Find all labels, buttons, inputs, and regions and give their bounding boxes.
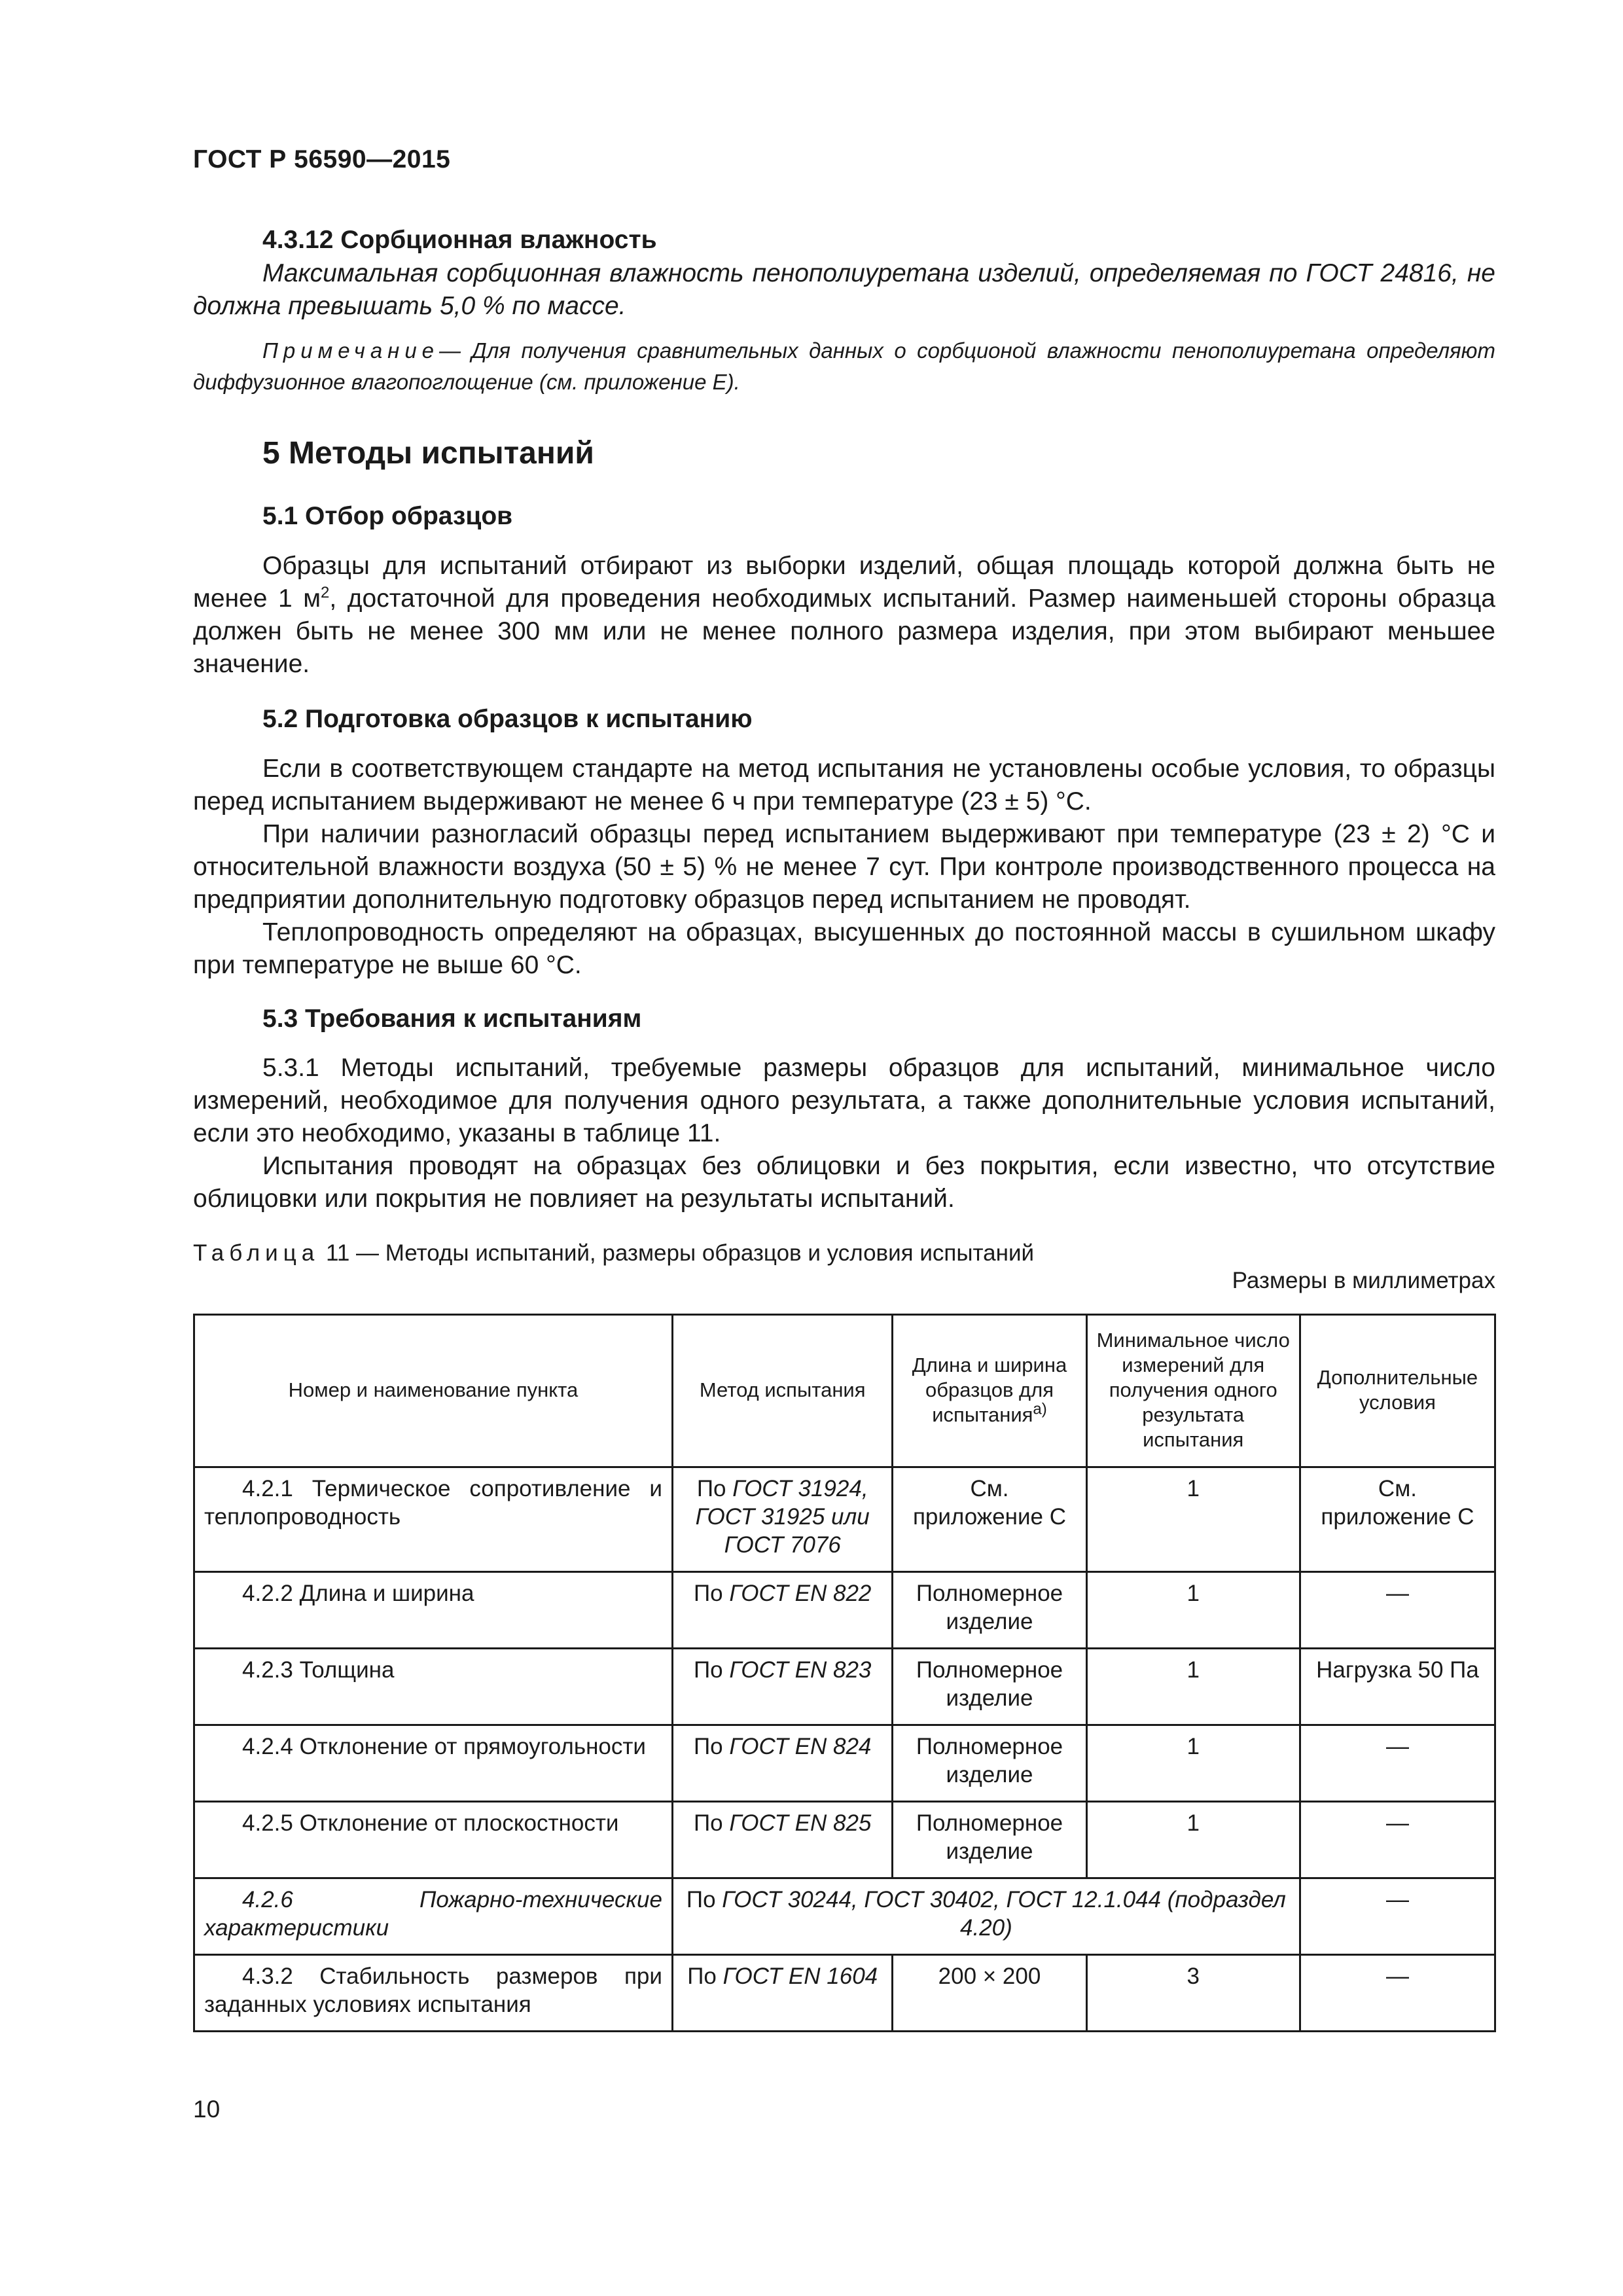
document-code-header: ГОСТ Р 56590—2015 bbox=[193, 145, 451, 173]
row-name-text: 4.2.1 Термическое сопротивление и теплопроводность bbox=[204, 1476, 662, 1530]
row-name-text: 4.3.2 Стабильность размеров при заданных условиях испытания bbox=[204, 1964, 662, 2017]
section-5-3-p2-text: Испытания проводят на образцах без облицовки и без покрытия, если известно, что отсутствие облицовки или покрытия не повлияет на результаты испытаний. bbox=[193, 1152, 1495, 1213]
section-5-2-p2-text: При наличии разногласий образцы перед испытанием выдерживают при температуре (23 ± 2) °С и относительной влажности воздуха (50 ± 5) % не менее 7 сут. При контроле производственного процесса на предприятии дополнительную подготовку образцов перед испытанием не проводят. bbox=[193, 820, 1495, 914]
header-size-footnote: а) bbox=[1033, 1400, 1047, 1418]
header-count: Минимальное число измерений для получения одного результата испытания bbox=[1086, 1315, 1300, 1467]
row-size: Полномерное изделие bbox=[893, 1802, 1086, 1878]
row-name bbox=[194, 1649, 673, 1725]
row-conditions: — bbox=[1300, 1572, 1495, 1649]
row-method-ref: ГОСТ EN 825 bbox=[729, 1810, 872, 1836]
row-name bbox=[194, 1955, 673, 2032]
row-method-ref: ГОСТ 31924, ГОСТ 31925 или ГОСТ 7076 bbox=[695, 1476, 870, 1558]
section-5-2-paragraph-1 bbox=[193, 753, 1495, 818]
section-5-2-paragraph-2 bbox=[193, 818, 1495, 916]
row-method-prefix: По bbox=[693, 1734, 730, 1759]
row-conditions: Нагрузка 50 Па bbox=[1300, 1649, 1495, 1725]
superscript-2: 2 bbox=[321, 584, 330, 601]
row-method-prefix: По bbox=[693, 1581, 730, 1606]
row-method-ref: ГОСТ EN 1604 bbox=[722, 1964, 878, 1989]
row-count: 1 bbox=[1086, 1802, 1300, 1878]
row-size: Полномерное изделие bbox=[893, 1725, 1086, 1802]
table-row bbox=[194, 1955, 1495, 2032]
table-units: Размеры в миллиметрах bbox=[1232, 1268, 1495, 1293]
row-name-text: 4.2.3 Толщина bbox=[242, 1657, 395, 1683]
row-count: 1 bbox=[1086, 1467, 1300, 1572]
row-name-text: 4.2.2 Длина и ширина bbox=[242, 1581, 474, 1606]
row-name bbox=[194, 1467, 673, 1572]
row-size: 200 × 200 bbox=[893, 1955, 1086, 2032]
table-row bbox=[194, 1725, 1495, 1802]
row-name bbox=[194, 1572, 673, 1649]
table-row bbox=[194, 1649, 1495, 1725]
header-item: Номер и наименование пункта bbox=[194, 1315, 673, 1467]
section-5-1-text-b: , достаточной для проведения необходимых испытаний. Размер наименьшей стороны образца должен быть не менее 300 мм или не менее полного размера изделия, при этом выбирают меньшее значение. bbox=[193, 584, 1495, 678]
row-count: 1 bbox=[1086, 1572, 1300, 1649]
row-conditions: — bbox=[1300, 1878, 1495, 1955]
methods-table bbox=[193, 1314, 1496, 2032]
section-5-title: 5 Методы испытаний bbox=[262, 436, 594, 471]
row-method bbox=[672, 1725, 893, 1802]
table-row bbox=[194, 1878, 1495, 1955]
section-5-1-title: 5.1 Отбор образцов bbox=[262, 502, 513, 530]
row-conditions: — bbox=[1300, 1955, 1495, 2032]
row-count: 1 bbox=[1086, 1649, 1300, 1725]
row-method-prefix: По bbox=[686, 1887, 722, 1912]
section-4-3-12-text bbox=[193, 257, 1495, 323]
table-row bbox=[194, 1572, 1495, 1649]
row-method-prefix: По bbox=[696, 1476, 733, 1501]
table-caption-text: 11 — Методы испытаний, размеры образцов и условия испытаний bbox=[325, 1240, 1035, 1266]
row-method-ref: ГОСТ EN 824 bbox=[729, 1734, 872, 1759]
row-name bbox=[194, 1802, 673, 1878]
section-4-3-12-text-body: Максимальная сорбционная влажность пенополиуретана изделий, определяемая по ГОСТ 24816, не должна превышать 5,0 % по массе. bbox=[193, 259, 1495, 320]
section-4-3-12-note bbox=[193, 335, 1495, 398]
table-row bbox=[194, 1802, 1495, 1878]
row-method-prefix: По bbox=[693, 1657, 730, 1683]
row-method bbox=[672, 1467, 893, 1572]
row-name-text: 4.2.5 Отклонение от плоскостности bbox=[242, 1810, 619, 1836]
section-5-3-title: 5.3 Требования к испытаниям bbox=[262, 1005, 642, 1033]
section-5-2-title: 5.2 Подготовка образцов к испытанию bbox=[262, 705, 753, 733]
note-label: Примечание bbox=[262, 338, 440, 363]
row-name-text: 4.2.4 Отклонение от прямоугольности bbox=[242, 1734, 646, 1759]
row-name-text: 4.2.6 Пожарно-технические характеристики bbox=[204, 1887, 662, 1941]
row-method-prefix: По bbox=[693, 1810, 730, 1836]
row-method bbox=[672, 1572, 893, 1649]
page-number: 10 bbox=[193, 2096, 221, 2123]
row-method-prefix: По bbox=[687, 1964, 723, 1989]
note-text: — Для получения сравнительных данных о сорбционой влажности пенополиуретана определяют диффузионное влагопоглощение (см. приложение Е). bbox=[193, 338, 1495, 394]
row-size: Полномерное изделие bbox=[893, 1572, 1086, 1649]
row-size: См. приложение С bbox=[893, 1467, 1086, 1572]
table-caption bbox=[193, 1240, 1034, 1266]
row-conditions: — bbox=[1300, 1725, 1495, 1802]
row-method bbox=[672, 1955, 893, 2032]
section-5-3-p1-text: 5.3.1 Методы испытаний, требуемые размеры образцов для испытаний, минимальное число измерений, необходимое для получения одного результата, а также дополнительные условия испытаний, если это необходимо, указаны в таблице 11. bbox=[193, 1054, 1495, 1147]
row-method-ref: ГОСТ EN 823 bbox=[729, 1657, 872, 1683]
row-count: 1 bbox=[1086, 1725, 1300, 1802]
section-5-2-p1-text: Если в соответствующем стандарте на метод испытания не установлены особые условия, то образцы перед испытанием выдерживают не менее 6 ч при температуре (23 ± 5) °С. bbox=[193, 755, 1495, 816]
table-header-row bbox=[194, 1315, 1495, 1467]
row-method-ref: ГОСТ 30244, ГОСТ 30402, ГОСТ 12.1.044 (подраздел 4.20) bbox=[722, 1887, 1286, 1941]
header-size bbox=[893, 1315, 1086, 1467]
row-method bbox=[672, 1649, 893, 1725]
row-conditions: — bbox=[1300, 1802, 1495, 1878]
header-method: Метод испытания bbox=[672, 1315, 893, 1467]
header-conditions: Дополнительные условия bbox=[1300, 1315, 1495, 1467]
section-5-1-text bbox=[193, 550, 1495, 681]
row-method bbox=[672, 1802, 893, 1878]
row-name bbox=[194, 1725, 673, 1802]
header-size-text: Длина и ширина образцов для испытания bbox=[912, 1354, 1067, 1426]
table-caption-label: Таблица bbox=[193, 1240, 320, 1266]
section-4-3-12-title: 4.3.12 Сорбционная влажность bbox=[262, 226, 657, 254]
section-5-2-paragraph-3 bbox=[193, 916, 1495, 982]
section-5-1-text-a: Образцы для испытаний отбирают из выборки изделий, общая площадь которой должна быть не менее 1 м bbox=[193, 552, 1495, 613]
row-count: 3 bbox=[1086, 1955, 1300, 2032]
row-name bbox=[194, 1878, 673, 1955]
section-5-2-p3-text: Теплопроводность определяют на образцах, высушенных до постоянной массы в сушильном шкафу при температуре не выше 60 °С. bbox=[193, 918, 1495, 979]
row-size: Полномерное изделие bbox=[893, 1649, 1086, 1725]
row-method-merged bbox=[672, 1878, 1300, 1955]
table-row bbox=[194, 1467, 1495, 1572]
section-5-3-paragraph-1 bbox=[193, 1052, 1495, 1150]
row-method-ref: ГОСТ EN 822 bbox=[729, 1581, 872, 1606]
row-conditions: См. приложение С bbox=[1300, 1467, 1495, 1572]
section-5-3-paragraph-2 bbox=[193, 1150, 1495, 1215]
